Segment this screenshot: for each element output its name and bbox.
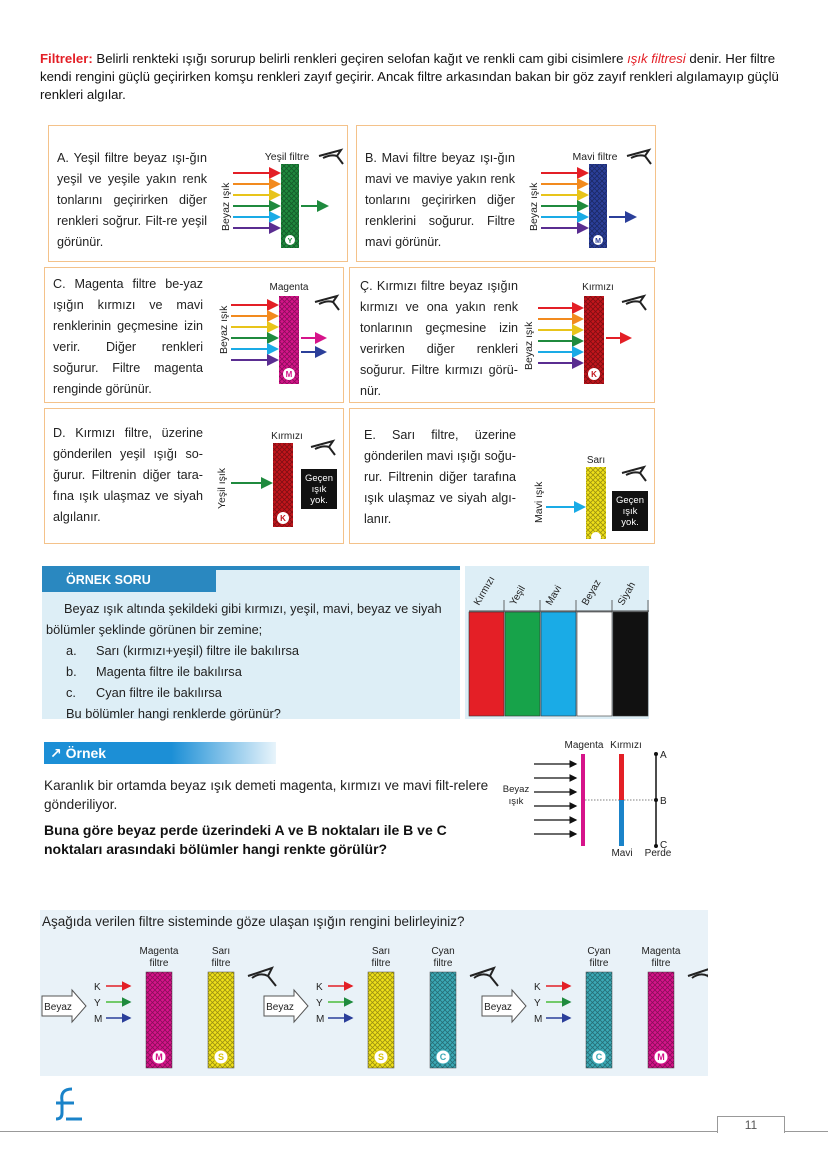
strip-3 (577, 612, 612, 716)
box-d-filter-label: Kırmızı (271, 431, 303, 442)
svg-text:Beyaz: Beyaz (44, 1002, 72, 1013)
box-c-side-label: Beyaz ışık (218, 305, 230, 354)
eye-icon (311, 441, 335, 455)
strip-4 (613, 612, 648, 716)
strip-label-4: Siyah (616, 580, 639, 608)
filter-systems-question: Aşağıda verilen filtre sisteminde göze ulaşan ışığın rengini belirleyiniz? (42, 914, 465, 929)
blue-filter-bar (619, 800, 624, 846)
color-strips-panel (465, 566, 649, 719)
ornek-soru-item-c: c. Cyan filtre ile bakılırsa (66, 685, 222, 700)
ornek-soru-line1: Beyaz ışık altında şekildeki gibi kırmızı, yeşil, mavi, beyaz ve siyah bölümler şeklinde görünen bir zemine; (46, 601, 442, 637)
box-a-letter: Y (287, 238, 293, 245)
intro-text-1: Belirli renkteki ışığı sorurup belirli renkleri geçiren selofan kağıt ve renkli cam gibi cisimlere (92, 51, 628, 66)
svg-text:K: K (94, 982, 101, 993)
box-c-cedilla-diagram (518, 274, 658, 394)
svg-text:yok.: yok. (310, 495, 328, 506)
box-c-cedilla-red-filter (349, 267, 655, 403)
svg-text:B: B (660, 796, 667, 807)
color-strips (465, 566, 649, 719)
footer-line (0, 1131, 828, 1132)
box-e-diagram (518, 415, 658, 539)
ornek-soru-question: Bu bölümler hangi renklerde görünür? (66, 706, 281, 721)
box-a-side-label: Beyaz ışık (220, 182, 232, 231)
ornek-soru-title: ÖRNEK SORU (42, 566, 216, 592)
system-2 (482, 946, 708, 1068)
intro-paragraph (40, 50, 790, 104)
svg-text:Y: Y (94, 998, 101, 1009)
box-d-diagram (207, 417, 347, 537)
filter-systems-diagram (40, 910, 708, 1076)
system-0 (42, 946, 276, 1068)
svg-text:Kırmızı: Kırmızı (610, 740, 642, 751)
ornek-soru-body (46, 598, 458, 724)
eye-icon (470, 968, 498, 986)
eye-icon (315, 296, 339, 310)
box-a-green-filter (48, 125, 348, 262)
svg-text:Beyaz: Beyaz (502, 784, 530, 795)
intro-text-2: denir. Her filtre kendi rengini güçlü geçirirken komşu renkleri zayıf geçirir. Ancak filtre arkasından bakan bir göz zayıf renkleri algılamayıp güçlü renkleri algılar. (40, 51, 779, 102)
svg-text:filtre: filtre (433, 958, 453, 969)
edit-icon: ↗ (50, 745, 62, 761)
svg-text:S: S (217, 1052, 225, 1062)
ornek-title-bar (44, 742, 276, 764)
box-a-filter-label: Yeşil filtre (264, 151, 310, 163)
svg-text:Y: Y (316, 998, 323, 1009)
box-d-red-filter-green-light (44, 408, 344, 544)
strip-2 (541, 612, 576, 716)
svg-text:C: C (660, 840, 668, 851)
box-a-diagram (209, 136, 349, 256)
svg-text:M: M (534, 1014, 543, 1025)
svg-text:A: A (660, 750, 667, 761)
svg-text:M: M (155, 1052, 163, 1062)
red-filter-bar (619, 754, 624, 800)
box-b-side-label: Beyaz ışık (528, 182, 540, 231)
box-c-letter: M (285, 370, 293, 379)
box-c-text: C. Magenta filtre be-yaz ışığın kırmızı ve mavi renklerinin geçmesine izin verir. Diğer renkleri soğurur. Filtre magenta renginde görünür. (53, 277, 203, 396)
eye-icon (248, 968, 276, 986)
svg-text:Cyan: Cyan (431, 946, 455, 957)
svg-text:Beyaz: Beyaz (266, 1002, 294, 1013)
strip-label-1: Yeşil (508, 584, 528, 608)
svg-text:K: K (534, 982, 541, 993)
svg-text:M: M (316, 1014, 325, 1025)
svg-text:Sarı: Sarı (211, 946, 231, 957)
box-d-text: D. Kırmızı filtre, üzerine gönderilen yeşil ışığı so-ğurur. Filtrenin diğer tara-fına ışık ulaşmaz ve siyah algılanır. (53, 426, 203, 524)
ornek-soru-panel (42, 566, 460, 719)
svg-text:Magenta: Magenta (641, 946, 681, 957)
box-b-letter: M (595, 238, 601, 245)
svg-text:filtre: filtre (651, 958, 671, 969)
box-c-cedilla-letter: K (591, 370, 597, 379)
svg-text:S: S (377, 1052, 385, 1062)
box-d-side-label: Yeşil ışık (216, 467, 228, 509)
svg-text:Mavi: Mavi (611, 848, 633, 859)
box-c-filter-label: Magenta (269, 282, 309, 293)
box-b-blue-filter (356, 125, 656, 262)
intro-highlight: ışık filtresi (627, 51, 686, 66)
box-c-diagram (207, 274, 347, 394)
system-1 (264, 946, 498, 1068)
box-c-cedilla-side-label: Beyaz ışık (523, 321, 535, 370)
box-c-cedilla-filter-label: Kırmızı (582, 282, 614, 293)
eye-icon (627, 150, 651, 164)
box-b-filter-label: Mavi filtre (572, 151, 618, 163)
publisher-logo (52, 1085, 86, 1123)
svg-text:M: M (94, 1014, 103, 1025)
svg-text:Magenta: Magenta (564, 740, 604, 751)
magenta-filter-bar (581, 754, 585, 846)
svg-text:ışık: ışık (311, 484, 327, 495)
svg-text:filtre: filtre (211, 958, 231, 969)
ornek-soru-item-a: a. Sarı (kırmızı+yeşil) filtre ile bakılırsa (66, 643, 300, 658)
box-e-filter-label: Sarı (586, 455, 606, 466)
svg-text:Geçen: Geçen (616, 495, 644, 506)
box-a-text: A. Yeşil filtre beyaz ışı-ğın yeşil ve yeşile yakın renk tonlarını geçirirken diğer renkleri soğrur. Filt-re yeşil görünür. (57, 151, 207, 249)
intro-keyword: Filtreler: (40, 51, 93, 66)
svg-text:ışık: ışık (508, 796, 524, 807)
box-e-yellow-filter-blue-light (349, 408, 655, 544)
ornek-question: Buna göre beyaz perde üzerindeki A ve B noktaları ile B ve C noktaları arasındaki bölümler hangi renkte görülür? (44, 822, 447, 857)
svg-text:filtre: filtre (149, 958, 169, 969)
box-d-letter: K (280, 514, 286, 523)
svg-text:Sarı: Sarı (371, 946, 391, 957)
svg-text:C: C (439, 1052, 447, 1062)
svg-text:Perde: Perde (644, 848, 672, 859)
svg-text:ışık: ışık (622, 506, 638, 517)
strip-label-0: Kırmızı (472, 574, 498, 608)
svg-text:C: C (595, 1052, 603, 1062)
strip-0 (469, 612, 504, 716)
svg-text:Y: Y (534, 998, 541, 1009)
filter-systems-panel (40, 910, 708, 1076)
box-b-text: B. Mavi filtre beyaz ışı-ğın mavi ve maviye yakın renk tonlarını geçirirken diğer renklerini soğurur. Filtre mavi görünür. (365, 151, 515, 249)
svg-text:Beyaz: Beyaz (484, 1002, 512, 1013)
box-b-diagram (517, 136, 657, 256)
svg-text:yok.: yok. (621, 517, 639, 528)
strip-label-3: Beyaz (580, 577, 604, 608)
svg-text:K: K (316, 982, 323, 993)
box-c-magenta-filter (44, 267, 344, 403)
ornek-soru-item-b: b. Magenta filtre ile bakılırsa (66, 664, 242, 679)
svg-text:filtre: filtre (371, 958, 391, 969)
svg-text:filtre: filtre (589, 958, 609, 969)
ornek-diagram (496, 734, 696, 862)
svg-text:Geçen: Geçen (305, 473, 333, 484)
box-e-text: E. Sarı filtre, üzerine gönderilen mavi ışığı soğu-rur. Filtrenin diğer tarafına ışık ulaşmaz ve siyah algı-lanır. (364, 428, 516, 526)
box-e-side-label: Mavi ışık (533, 481, 545, 523)
strip-label-2: Mavi (544, 583, 565, 608)
eye-icon (319, 150, 343, 164)
box-c-cedilla-text: Ç. Kırmızı filtre beyaz ışığın kırmızı ve ona yakın renk tonlarının geçmesine izin verirken diğer renkleri soğurur. Filtre kırmızı görü-nür. (360, 279, 518, 398)
eye-icon (622, 467, 646, 481)
page-number: 11 (717, 1116, 785, 1133)
eye-icon (688, 968, 708, 986)
strip-1 (505, 612, 540, 716)
svg-text:Cyan: Cyan (587, 946, 611, 957)
svg-text:Magenta: Magenta (139, 946, 179, 957)
svg-text:M: M (657, 1052, 665, 1062)
ornek-text: Karanlık bir ortamda beyaz ışık demeti magenta, kırmızı ve mavi filt-relere gönderiliyor. (44, 778, 489, 812)
ornek-soru-head-line (216, 566, 460, 570)
ornek-title: Örnek (65, 745, 107, 761)
eye-icon (622, 296, 646, 310)
